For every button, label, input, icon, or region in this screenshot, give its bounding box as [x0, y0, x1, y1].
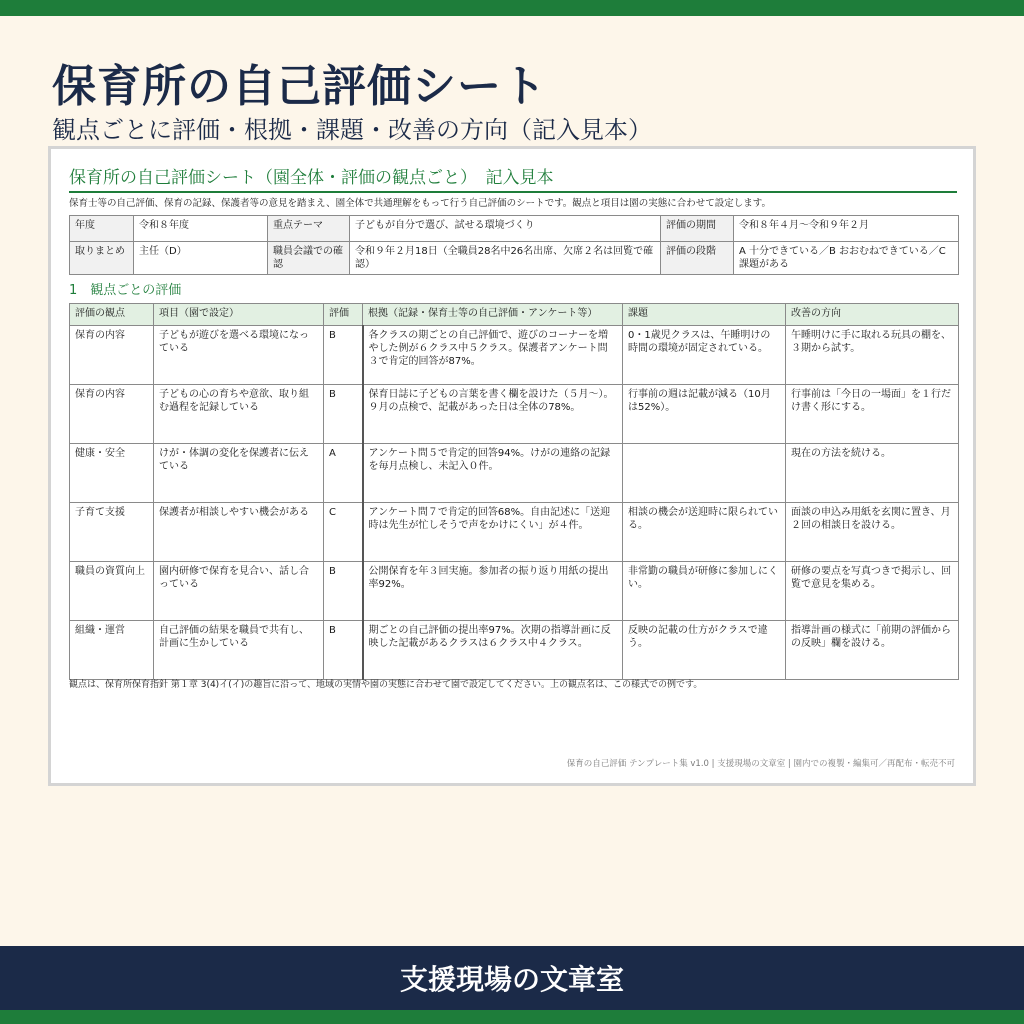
theme-label: 重点テーマ: [268, 216, 350, 242]
issue-cell: 非常勤の職員が研修に参加しにくい。: [623, 562, 786, 621]
table-row: [70, 444, 959, 503]
direction-cell: 現在の方法を続ける。: [786, 444, 959, 503]
scale-label: 評価の段階: [661, 242, 734, 275]
meta-table: [69, 215, 959, 275]
rating-cell: B: [324, 385, 363, 444]
period-value: 令和８年４月〜令和９年２月: [734, 216, 959, 242]
sheet-intro: 保育士等の自己評価、保育の記録、保護者等の意見を踏まえ、園全体で共通理解をもって行う自己評価のシートです。観点と項目は園の実態に合わせて設定します。: [69, 198, 772, 209]
table-row: [70, 621, 959, 680]
direction-cell: 行事前は「今日の一場面」を１行だけ書く形にする。: [786, 385, 959, 444]
top-accent-bar: [0, 0, 1024, 16]
scale-value: A 十分できている／B おおむねできている／C 課題がある: [734, 242, 959, 275]
evidence-cell: 保育日誌に子どもの言葉を書く欄を設けた（５月〜）。９月の点検で、記載があった日は全体の78%。: [363, 385, 623, 444]
issue-cell: 行事前の週は記載が減る（10月は52%）。: [623, 385, 786, 444]
item-cell: けが・体調の変化を保護者に伝えている: [154, 444, 324, 503]
evidence-cell: アンケート問５で肯定的回答94%。けがの連絡の記録を毎月点検し、未記入０件。: [363, 444, 623, 503]
sheet-title: 保育所の自己評価シート（園全体・評価の観点ごと） 記入見本: [69, 163, 957, 193]
rating-cell: A: [324, 444, 363, 503]
year-value: 令和８年度: [134, 216, 268, 242]
evaluation-sheet: [48, 146, 976, 786]
item-cell: 子どもが遊びを選べる環境になっている: [154, 326, 324, 385]
meeting-value: 令和９年２月18日（全職員28名中26名出席、欠席２名は回覧で確認）: [350, 242, 661, 275]
table-row: [70, 326, 959, 385]
issue-cell: [623, 444, 786, 503]
rating-cell: B: [324, 621, 363, 680]
perspective-cell: 保育の内容: [70, 385, 154, 444]
item-cell: 園内研修で保育を見合い、話し合っている: [154, 562, 324, 621]
table-row: [70, 385, 959, 444]
footnote: 観点は、保育所保育指針 第１章 3(4)イ(イ)の趣旨に沿って、地域の実情や園の実態に合わせて園で設定してください。上の観点名は、この様式での例です。: [69, 680, 703, 690]
rating-cell: C: [324, 503, 363, 562]
compiler-value: 主任（D）: [134, 242, 268, 275]
year-label: 年度: [70, 216, 134, 242]
evidence-cell: 公開保育を年３回実施。参加者の振り返り用紙の提出率92%。: [363, 562, 623, 621]
meeting-label: 職員会議での確認: [268, 242, 350, 275]
bottom-accent-stripe: [0, 1010, 1024, 1024]
issue-cell: 相談の機会が送迎時に限られている。: [623, 503, 786, 562]
issue-cell: 0・1歳児クラスは、午睡明けの時間の環境が固定されている。: [623, 326, 786, 385]
column-header: 項目（園で設定）: [154, 304, 324, 326]
period-label: 評価の期間: [661, 216, 734, 242]
evidence-cell: アンケート問７で肯定的回答68%。自由記述に「送迎時は先生が忙しそうで声をかけにくい」が４件。: [363, 503, 623, 562]
column-header: 課題: [623, 304, 786, 326]
page-subtitle: 観点ごとに評価・根拠・課題・改善の方向（記入見本）: [52, 116, 652, 144]
sheet-footer: 保育の自己評価 テンプレート集 v1.0 | 支援現場の文章室 | 園内での複製・編集可／再配布・転売不可: [566, 759, 955, 769]
rating-cell: B: [324, 562, 363, 621]
item-cell: 子どもの心の育ちや意欲、取り組む過程を記録している: [154, 385, 324, 444]
page-title: 保育所の自己評価シート: [52, 61, 547, 112]
item-cell: 自己評価の結果を職員で共有し、計画に生かしている: [154, 621, 324, 680]
meta-row: [70, 242, 959, 275]
perspective-cell: 職員の資質向上: [70, 562, 154, 621]
column-header: 評価の観点: [70, 304, 154, 326]
evidence-cell: 期ごとの自己評価の提出率97%。次期の指導計画に反映した記載があるクラスは６クラス中４クラス。: [363, 621, 623, 680]
item-cell: 保護者が相談しやすい機会がある: [154, 503, 324, 562]
perspective-cell: 健康・安全: [70, 444, 154, 503]
column-header: 根拠（記録・保育士等の自己評価・アンケート等）: [363, 304, 623, 326]
perspective-cell: 組織・運営: [70, 621, 154, 680]
table-row: [70, 562, 959, 621]
direction-cell: 研修の要点を写真つきで掲示し、回覧で意見を集める。: [786, 562, 959, 621]
direction-cell: 午睡明けに手に取れる玩具の棚を、３期から試す。: [786, 326, 959, 385]
issue-cell: 反映の記載の仕方がクラスで違う。: [623, 621, 786, 680]
column-header: 評価: [324, 304, 363, 326]
brand-name: 支援現場の文章室: [399, 963, 624, 996]
meta-row: [70, 216, 959, 242]
column-header: 改善の方向: [786, 304, 959, 326]
direction-cell: 指導計画の様式に「前期の評価からの反映」欄を設ける。: [786, 621, 959, 680]
compiler-label: 取りまとめ: [70, 242, 134, 275]
perspective-cell: 保育の内容: [70, 326, 154, 385]
section-heading: 1 観点ごとの評価: [69, 283, 182, 298]
rating-cell: B: [324, 326, 363, 385]
theme-value: 子どもが自分で選び、試せる環境づくり: [350, 216, 661, 242]
perspective-cell: 子育て支援: [70, 503, 154, 562]
evaluation-table: [69, 303, 959, 680]
table-header-row: [70, 304, 959, 326]
evidence-cell: 各クラスの期ごとの自己評価で、遊びのコーナーを増やした例が６クラス中５クラス。保護者アンケート問３で肯定的回答が87%。: [363, 326, 623, 385]
table-row: [70, 503, 959, 562]
brand-bar: [0, 946, 1024, 1010]
direction-cell: 面談の申込み用紙を玄関に置き、月２回の相談日を設ける。: [786, 503, 959, 562]
